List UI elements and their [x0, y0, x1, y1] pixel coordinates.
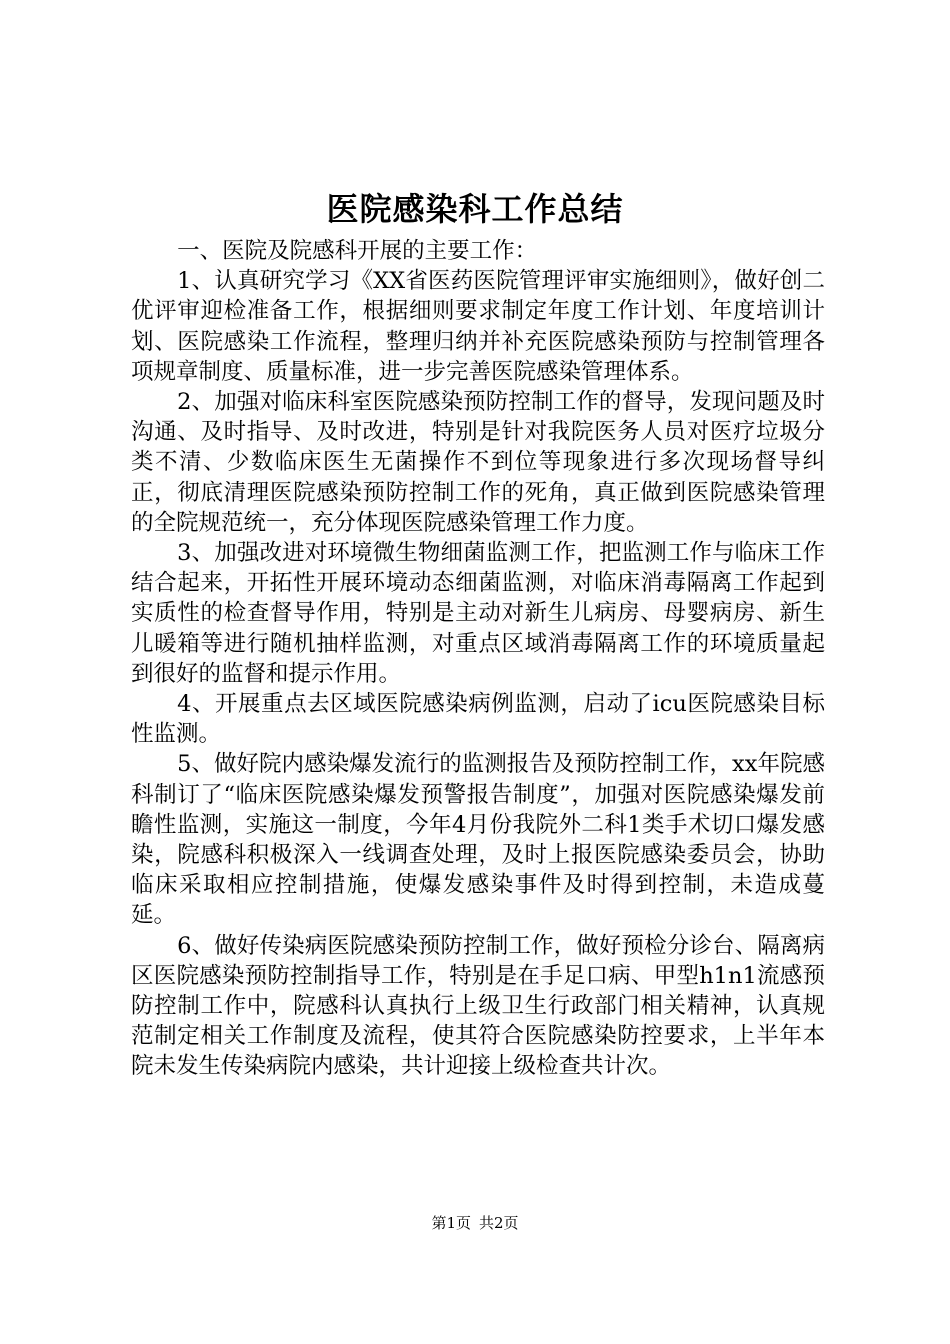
paragraph-4: 4、开展重点去区域医院感染病例监测，启动了icu医院感染目标性监测。 [131, 691, 825, 748]
paragraph-6: 6、做好传染病医院感染预防控制工作，做好预检分诊台、隔离病区医院感染预防控制指导工作，特别是在手足口病、甲型h1n1流感预防控制工作中，院感科认真执行上级卫生行政部门相关精神，认真规范制定相关工作制度及流程，使其符合医院感染防控要求，上半年本院未发生传染病院内感染，共计迎接上级检查共计次。 [131, 932, 825, 1080]
paragraph-3: 3、加强改进对环境微生物细菌监测工作，把监测工作与临床工作结合起来，开拓性开展环境动态细菌监测，对临床消毒隔离工作起到实质性的检查督导作用，特别是主动对新生儿病房、母婴病房、新生儿暖箱等进行随机抽样监测，对重点区域消毒隔离工作的环境质量起到很好的监督和提示作用。 [131, 540, 825, 687]
page-number-current: 第1页 [431, 1214, 471, 1232]
section-heading: 一、医院及院感科开展的主要工作： [177, 238, 538, 264]
paragraph-2: 2、加强对临床科室医院感染预防控制工作的督导，发现问题及时沟通、及时指导、及时改进，特别是针对我院医务人员对医疗垃圾分类不清、少数临床医生无菌操作不到位等现象进行多次现场督导纠正，彻底清理医院感染预防控制工作的死角，真正做到医院感染管理的全院规范统一，充分体现医院感染管理工作力度。 [131, 389, 825, 536]
page-footer [0, 1213, 950, 1233]
paragraph-1: 1、认真研究学习《XX省医药医院管理评审实施细则》，做好创二优评审迎检准备工作，根据细则要求制定年度工作计划、年度培训计划、医院感染工作流程，整理归纳并补充医院感染预防与控制管理各项规章制度、质量标准，进一步完善医院感染管理体系。 [131, 268, 825, 385]
document-body [131, 236, 825, 1082]
page-number-total: 共2页 [479, 1214, 519, 1232]
document-title: 医院感染科工作总结 [326, 190, 624, 228]
paragraph-5: 5、做好院内感染爆发流行的监测报告及预防控制工作，xx年院感科制订了“临床医院感染爆发预警报告制度”，加强对医院感染爆发前瞻性监测，实施这一制度，今年4月份我院外二科1类手术切口爆发感染，院感科积极深入一线调查处理，及时上报医院感染委员会，协助临床采取相应控制措施，使爆发感染事件及时得到控制，未造成蔓延。 [131, 751, 825, 929]
